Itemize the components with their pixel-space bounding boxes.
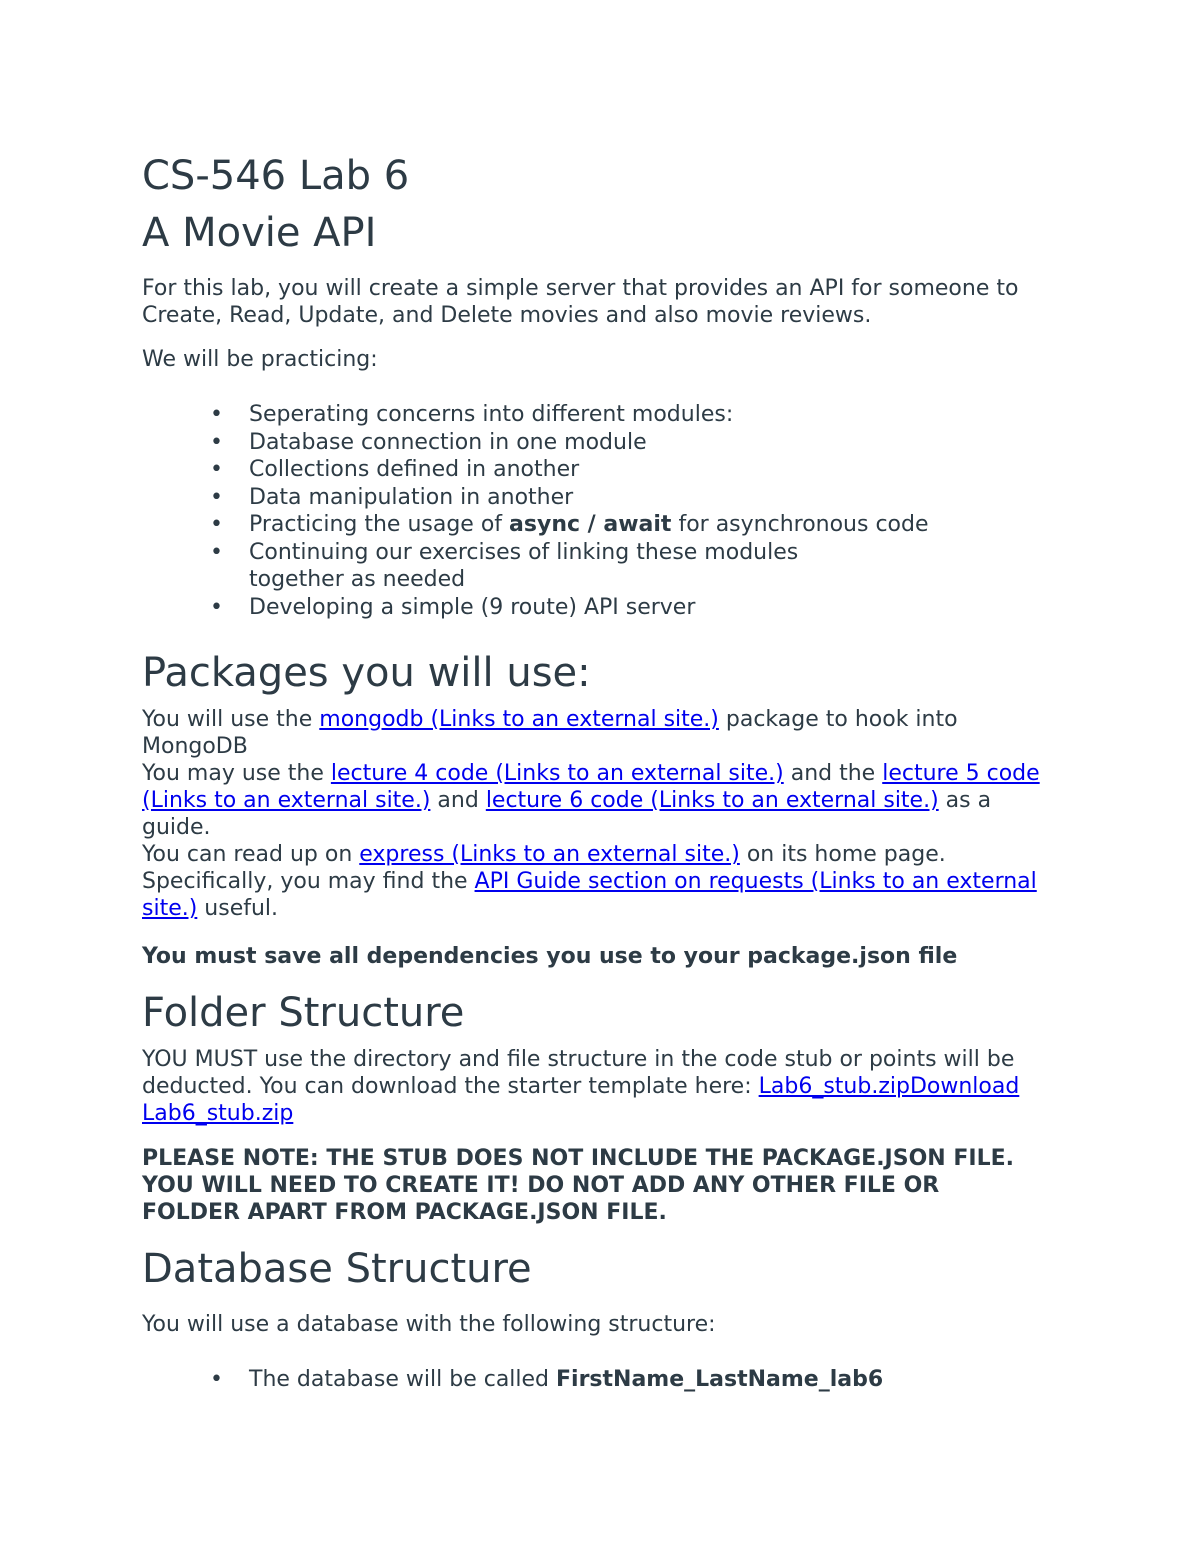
database-list [142, 1366, 1042, 1394]
stub-download-link[interactable]: Lab6_stub.zipDownload Lab6_stub.zip [142, 1074, 1020, 1126]
page-title: CS-546 Lab 6 [142, 153, 410, 199]
package-json-note: PLEASE NOTE: THE STUB DOES NOT INCLUDE THE PACKAGE.JSON FILE. YOU WILL NEED TO CREATE IT! DO NOT ADD ANY OTHER FILE OR FOLDER APART FROM PACKAGE.JSON FILE. [142, 1146, 1014, 1225]
folder-paragraph: YOU MUST use the directory and file structure in the code stub or points will be deducted. You can download the starter template here: Lab6_stub.zipDownload Lab6_stub.zip [142, 1047, 1020, 1126]
packages-paragraph: You will use the mongodb (Links to an external site.) package to hook into MongoDB You may use the lecture 4 code (Links to an external site.) and the lecture 5 code (Links to an external site.) and lecture 6 code (Links to an external site.) as a guide. You can read up on express (Links to an external site.) on its home page. Specifically, you may find the API Guide section on requests (Links to an external site.) useful. [142, 707, 1040, 921]
dependencies-note: You must save all dependencies you use to your package.json file [142, 944, 958, 969]
lecture-6-link[interactable]: lecture 6 code (Links to an external site.) [485, 788, 939, 813]
practicing-list [142, 401, 1042, 621]
folder-heading: Folder Structure [142, 990, 465, 1036]
packages-heading: Packages you will use: [142, 650, 591, 696]
api-guide-link[interactable]: API Guide section on requests (Links to an external site.) [142, 869, 1037, 921]
list-item: • Seperating concerns into different modules: [142, 401, 1042, 429]
list-item: • The database will be called FirstName_LastName_lab6 [142, 1366, 1042, 1394]
list-item: • Practicing the usage of async / await for asynchronous code [142, 511, 1042, 539]
lecture-4-link[interactable]: lecture 4 code (Links to an external site.) [330, 761, 784, 786]
mongodb-link[interactable]: mongodb (Links to an external site.) [319, 707, 719, 732]
async-await-bold: async / await [509, 512, 672, 537]
list-item: • Continuing our exercises of linking these modules together as needed [142, 539, 1042, 594]
list-item: • Developing a simple (9 route) API server [142, 594, 1042, 622]
practicing-label: We will be practicing: [142, 347, 378, 372]
database-paragraph: You will use a database with the following structure: [142, 1312, 716, 1337]
page-subtitle: A Movie API [142, 210, 377, 256]
express-link[interactable]: express (Links to an external site.) [359, 842, 740, 867]
database-name: FirstName_LastName_lab6 [556, 1367, 884, 1392]
list-item: • Data manipulation in another [142, 484, 1042, 512]
list-item: • Collections defined in another [142, 456, 1042, 484]
list-item: • Database connection in one module [142, 429, 1042, 457]
intro-paragraph: For this lab, you will create a simple server that provides an API for someone to Create, Read, Update, and Delete movies and also movie reviews. [142, 276, 1019, 328]
lecture-5-link[interactable]: lecture 5 code (Links to an external site.) [142, 761, 1040, 813]
database-heading: Database Structure [142, 1246, 532, 1292]
